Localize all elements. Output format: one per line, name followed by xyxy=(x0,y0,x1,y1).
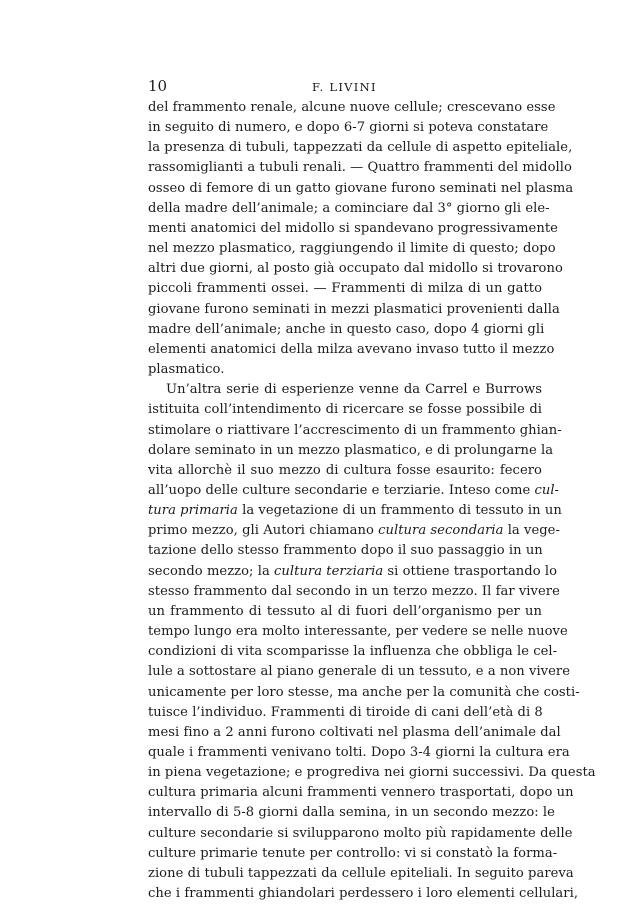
text-line xyxy=(148,421,562,441)
page-number: 10 xyxy=(148,77,168,95)
text-segment: zione di tubuli tappezzati da cellule epiteliali. In seguito pareva xyxy=(148,865,574,881)
text-line xyxy=(148,562,558,582)
text-line xyxy=(148,340,555,360)
text-line xyxy=(148,803,555,823)
text-segment: stimolare o riattivare l’accrescimento di un frammento ghian- xyxy=(148,422,562,438)
text-line xyxy=(148,138,573,158)
text-line xyxy=(148,582,560,602)
body-text xyxy=(148,98,596,904)
text-segment: unicamente per loro stesse, ma anche per la comunità che costi- xyxy=(148,684,580,700)
paragraph xyxy=(148,380,596,904)
text-line xyxy=(148,199,550,219)
text-segment: rassomiglianti a tubuli renali. — Quattro frammenti del midollo xyxy=(148,160,572,176)
paragraph xyxy=(148,98,574,380)
text-segment: madre dell’animale; anche in questo caso, dopo 4 giorni gli xyxy=(148,321,545,337)
text-line xyxy=(148,118,549,138)
text-segment: secondo mezzo; la xyxy=(148,563,275,579)
text-segment: all’uopo delle culture secondarie e terziarie. Inteso come xyxy=(148,482,535,498)
text-segment: menti anatomici del midollo si spandevano progressivamente xyxy=(148,220,558,236)
text-line xyxy=(148,320,545,340)
text-line xyxy=(148,662,571,682)
text-segment: quale i frammenti venivano tolti. Dopo 3-4 giorni la cultura era xyxy=(148,745,570,760)
text-segment: culture primarie tenute per controllo: vi si constatò la forma- xyxy=(148,845,558,861)
text-line xyxy=(148,824,573,844)
text-segment: la vege- xyxy=(503,523,560,539)
text-line xyxy=(148,501,562,521)
text-segment: la vegetazione di un frammento di tessuto in un xyxy=(237,503,562,519)
italic-term: cultura secondaria xyxy=(378,523,504,539)
text-line xyxy=(148,481,560,501)
text-line xyxy=(148,219,558,239)
text-segment: che i frammenti ghiandolari perdessero i loro elementi cellulari, xyxy=(148,886,579,902)
text-segment: intervallo di 5-8 giorni dalla semina, in un secondo mezzo: le xyxy=(148,805,555,821)
italic-term: cul- xyxy=(534,482,560,498)
text-line xyxy=(148,723,561,743)
text-line xyxy=(148,884,579,904)
running-head: F. LIVINI xyxy=(312,80,377,94)
text-segment: culture secondarie si svilupparono molto più rapidamente delle xyxy=(148,825,573,841)
text-line xyxy=(148,683,580,703)
text-segment: istituita coll’intendimento di ricercare se fosse possibile di xyxy=(148,402,542,418)
text-line xyxy=(148,179,574,199)
text-line xyxy=(148,783,574,803)
page-header xyxy=(148,76,542,96)
text-segment: della madre dell’animale; a cominciare dal 3° giorno gli ele- xyxy=(148,200,550,216)
text-line xyxy=(148,461,542,481)
text-line xyxy=(148,844,558,864)
text-segment: la presenza di tubuli, tappezzati da cellule di aspetto epiteliale, xyxy=(148,140,573,156)
text-line xyxy=(148,300,560,320)
text-segment: primo mezzo, gli Autori chiamano xyxy=(148,523,379,539)
text-line xyxy=(148,521,560,541)
text-segment: elementi anatomici della milza avevano invaso tutto il mezzo xyxy=(148,341,555,357)
text-line xyxy=(148,441,554,461)
text-line xyxy=(148,400,542,420)
text-line xyxy=(148,864,574,884)
text-line xyxy=(148,360,542,380)
text-segment: si ottiene trasportando lo xyxy=(383,563,558,579)
text-segment: Un’altra serie di esperienze venne da Carrel e Burrows xyxy=(166,382,542,398)
text-segment: dolare seminato in un mezzo plasmatico, e di prolungarne la xyxy=(148,442,554,458)
text-segment: piccoli frammenti ossei. — Frammenti di milza di un gatto xyxy=(148,281,542,297)
text-line xyxy=(148,380,542,400)
text-segment: vita allorchè il suo mezzo di cultura fosse esaurito: fecero xyxy=(148,462,542,478)
text-segment: lule a sottostare al piano generale di un tessuto, e a non vivere xyxy=(148,664,571,680)
text-line xyxy=(148,622,568,642)
text-segment: altri due giorni, al posto già occupato dal midollo si trovarono xyxy=(148,261,563,277)
text-segment: tazione dello stesso frammento dopo il suo passaggio in un xyxy=(148,543,543,559)
text-line xyxy=(148,158,572,178)
text-line xyxy=(148,703,542,723)
text-segment: in piena vegetazione; e progrediva nei giorni successivi. Da questa xyxy=(148,765,596,781)
text-segment: tuisce l’individuo. Frammenti di tiroide di cani dell’età di 8 xyxy=(148,704,543,720)
text-segment: del frammento renale, alcune nuove cellule; crescevano esse xyxy=(148,100,556,115)
text-line xyxy=(148,743,570,763)
text-line xyxy=(148,279,542,299)
text-line xyxy=(148,98,556,118)
italic-term: tura primaria xyxy=(148,503,238,519)
text-segment: osseo di femore di un gatto giovane furono seminati nel plasma xyxy=(148,180,574,196)
text-segment: nel mezzo plasmatico, raggiungendo il limite di questo; dopo xyxy=(148,241,556,257)
text-segment: in seguito di numero, e dopo 6-7 giorni si poteva constatare xyxy=(148,120,549,136)
text-segment: un frammento di tessuto al di fuori dell’organismo per un xyxy=(148,603,542,619)
text-line xyxy=(148,259,563,279)
italic-term: cultura terziaria xyxy=(274,563,384,579)
text-segment: stesso frammento dal secondo in un terzo mezzo. Il far vivere xyxy=(148,583,560,599)
text-segment: cultura primaria alcuni frammenti vennero trasportati, dopo un xyxy=(148,785,574,801)
text-segment: condizioni di vita scomparisse la influenza che obbliga le cel- xyxy=(148,644,558,660)
text-line xyxy=(148,642,558,662)
text-segment: plasmatico. xyxy=(148,362,225,378)
text-line xyxy=(148,763,596,783)
text-segment: giovane furono seminati in mezzi plasmatici provenienti dalla xyxy=(148,301,560,317)
text-line xyxy=(148,239,556,259)
text-line xyxy=(148,541,542,561)
text-segment: tempo lungo era molto interessante, per vedere se nelle nuove xyxy=(148,624,568,640)
text-segment: mesi fino a 2 anni furono coltivati nel plasma dell’animale dal xyxy=(148,724,561,740)
text-line xyxy=(148,602,542,622)
